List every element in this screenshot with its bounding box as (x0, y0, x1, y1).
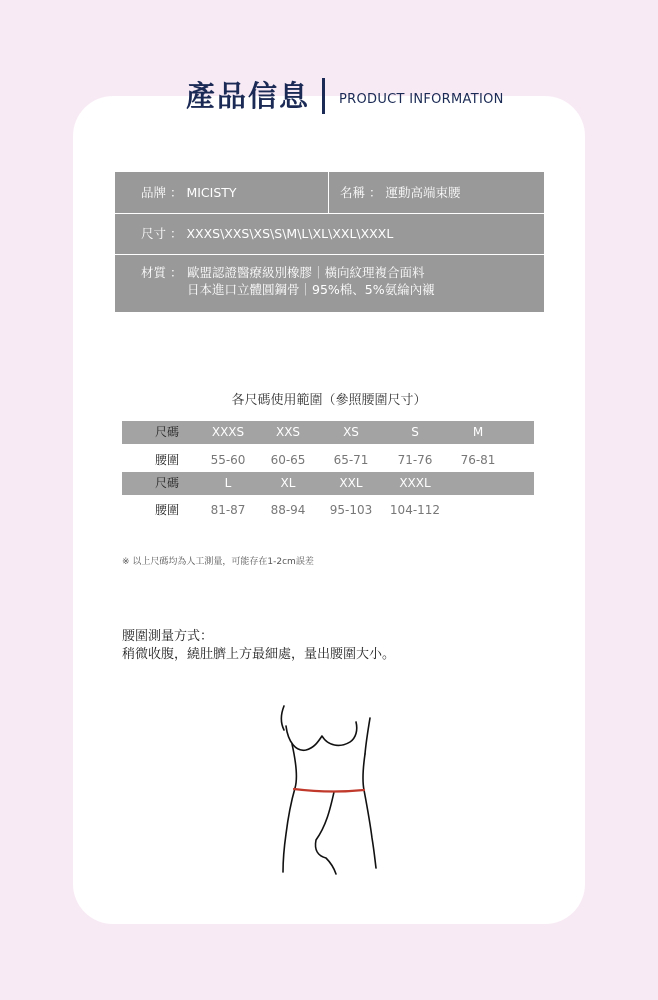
table-cell: XS (343, 425, 359, 439)
cell-divider (328, 172, 329, 213)
info-row-brand (115, 172, 544, 214)
left-arm-line (281, 706, 284, 730)
measure-instructions (122, 628, 395, 664)
waist-measure-line (294, 789, 364, 791)
navel-curve (315, 792, 336, 874)
row-header: 尺碼 (154, 425, 179, 439)
row-header: 腰圍 (154, 453, 179, 467)
right-arm-line (365, 718, 370, 754)
table-cell: S (411, 425, 419, 439)
table-cell: 88-94 (270, 503, 306, 517)
table-cell: XXXS (211, 425, 245, 439)
table-cell: 104-112 (389, 503, 441, 517)
product-info-table (115, 172, 544, 312)
page-title: 產品信息 (186, 79, 311, 113)
body-outline-illustration (270, 700, 390, 880)
table-cell: XXXL (399, 476, 431, 490)
measurement-note: ※ 以上尺碼均為人工測量，可能存在1-2cm誤差 (122, 557, 314, 567)
page-subtitle: PRODUCT INFORMATION (339, 91, 504, 107)
table-cell: 95-103 (329, 503, 373, 517)
table-cell: 55-60 (210, 453, 246, 467)
measure-title: 腰圍測量方式： (122, 629, 214, 644)
right-side-line (363, 754, 376, 868)
table-cell: 81-87 (210, 503, 246, 517)
row-header: 腰圍 (154, 503, 179, 517)
bust-line (286, 722, 357, 750)
table-row (122, 499, 534, 522)
brand-cell: 品牌 ： MICISTY (141, 185, 237, 200)
header-divider (322, 78, 325, 114)
measure-text: 稍微收腹，繞肚臍上方最細處，量出腰圍大小。 (122, 647, 396, 662)
info-row-size (115, 214, 544, 255)
row-header: 尺碼 (154, 476, 179, 490)
table-cell: 65-71 (333, 453, 369, 467)
size-cell: 尺寸 ： XXXS\XXS\XS\S\M\L\XL\XXL\XXXL (141, 226, 394, 241)
table-cell: L (224, 476, 232, 490)
table-row (122, 449, 534, 472)
left-side-line (283, 744, 296, 872)
table-cell: XXL (339, 476, 363, 490)
table-row (122, 421, 534, 444)
section-header (186, 76, 504, 116)
size-chart-title: 各尺碼使用範圍（參照腰圍尺寸） (231, 393, 427, 408)
table-cell: 71-76 (397, 453, 433, 467)
table-row (122, 472, 534, 495)
material-line-2: 日本進口立體圓鋼骨｜95%棉、5%氨綸內襯 (187, 282, 435, 297)
material-line-1: 歐盟認證醫療級別橡膠｜橫向紋理複合面料 (187, 265, 425, 280)
table-cell: XXS (275, 425, 301, 439)
table-cell: 60-65 (270, 453, 306, 467)
info-row-material (115, 255, 544, 312)
table-cell: XL (280, 476, 296, 490)
table-cell: M (472, 425, 484, 439)
table-cell: 76-81 (460, 453, 496, 467)
name-cell: 名稱 ： 運動高端束腰 (340, 185, 461, 200)
material-label: 材質 ： (141, 265, 183, 280)
